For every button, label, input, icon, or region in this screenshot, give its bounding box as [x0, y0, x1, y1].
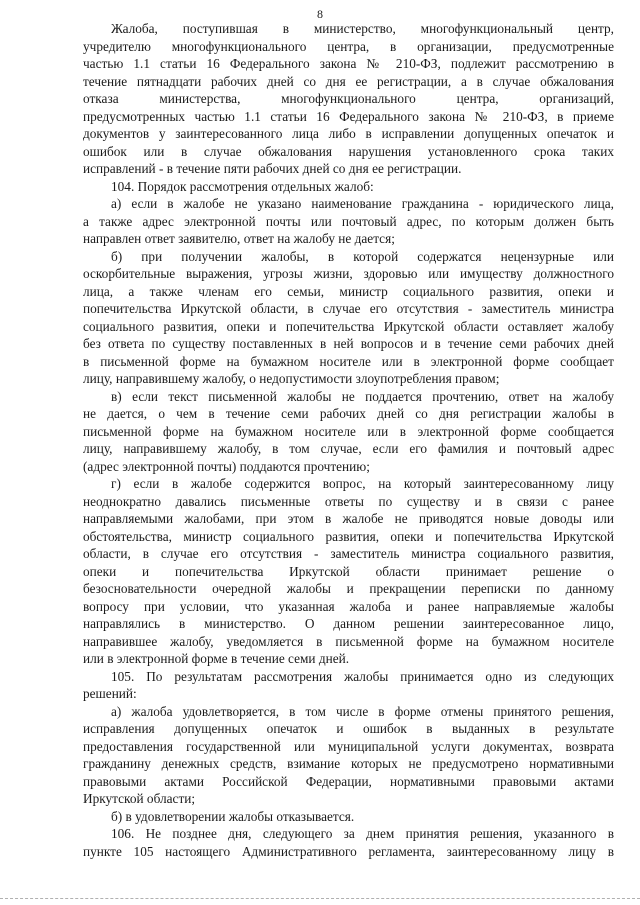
text-line: (адрес электронной почты) поддаются прочтению;: [83, 458, 370, 474]
text-line: области, в случае его отсутствия - заместитель министра социального развития,: [83, 546, 614, 561]
text-line: исправления допущенных опечаток и ошибок в выданных в результате: [83, 721, 614, 736]
text-line: без ответа по существу поставленных в ней вопросов и в течение семи рабочих дней: [83, 336, 614, 351]
text-line: оскорбительные выражения, угрозы жизни, здоровью или имуществу должностного: [83, 266, 614, 281]
text-line: а) жалоба удовлетворяется, в том числе в форме отмены принятого решения,: [111, 703, 614, 719]
text-line: Иркутской области;: [83, 791, 196, 806]
text-line: предоставления государственной или муниципальной услуги документах, возврата: [83, 738, 614, 754]
text-line: лицу, направившему жалобу, в том случае, если его фамилия и почтовый адрес: [83, 441, 614, 456]
text-line: 104. Порядок рассмотрения отдельных жалоб:: [111, 178, 374, 194]
text-line: частью 1.1 статьи 16 Федерального закона № 210-ФЗ, подлежит рассмотрению в: [83, 56, 614, 71]
text-line: или в электронной форме в течение семи дней.: [83, 651, 350, 666]
text-line: направлен ответ заявителю, ответ на жалобу не дается;: [83, 231, 395, 246]
text-line: обстоятельства, министр социального развития, опеки и попечительства Иркутской: [83, 528, 614, 544]
document-text: [83, 20, 614, 860]
text-line: не дается, о чем в течение семи рабочих дней со дня регистрации жалобы в: [83, 406, 614, 421]
text-line: направляемыми жалобами, при этом в жалобе не приводятся новые доводы или: [83, 511, 614, 526]
text-line: социального развития, опеки и попечительства Иркутской области оставляет жалобу: [83, 318, 614, 334]
text-line: предусмотренных частью 1.1 статьи 16 Федерального закона № 210-ФЗ, в приеме: [83, 108, 614, 124]
text-line: б) в удовлетворении жалобы отказывается.: [111, 808, 355, 824]
text-line: документов у заинтересованного лица либо в исправлении допущенных опечаток и: [83, 126, 614, 141]
page-number: 8: [317, 7, 323, 21]
text-line: а также адрес электронной почты или почтовый адрес, по которым должен быть: [83, 213, 614, 229]
text-line: опеки и попечительства Иркутской области принимает решение о: [83, 563, 614, 579]
text-line: лицу, направившему жалобу, о недопустимости злоупотребления правом;: [83, 371, 500, 386]
text-line: 106. Не позднее дня, следующего за днем принятия решения, указанного в: [111, 826, 614, 841]
text-line: учредителю многофункционального центра, в организации, предусмотренные: [83, 38, 614, 54]
text-line: попечительства Иркутской области, в случае его отсутствия - заместитель министра: [83, 301, 614, 316]
text-line: г) если в жалобе содержится вопрос, на который заинтересованному лицу: [111, 476, 614, 491]
text-line: гражданину денежных средств, взимание которых не предусмотрено нормативными: [83, 756, 614, 771]
text-line: течение пятнадцати рабочих дней со дня ее регистрации, а в случае обжалования: [83, 73, 614, 89]
text-line: направлялись в министерство. О данном решении заинтересованное лицо,: [83, 616, 614, 631]
text-line: правовыми актами Российской Федерации, нормативными правовыми актами: [83, 773, 614, 789]
text-line: вопросу при условии, что указанная жалоба и ранее направляемые жалобы: [83, 598, 614, 614]
text-line: письменной форме на бумажном носителе или в электронной форме сообщается: [83, 423, 614, 439]
text-line: исправлений - в течение пяти рабочих дней со дня ее регистрации.: [83, 161, 462, 176]
text-line: неоднократно давались письменные ответы по существу и в связи с ранее: [83, 493, 614, 509]
text-line: Жалоба, поступившая в министерство, многофункциональный центр,: [111, 21, 614, 36]
text-line: в) если текст письменной жалобы не поддается прочтению, ответ на жалобу: [111, 388, 614, 404]
text-line: безосновательности очередной жалобы и прекращении переписки по данному: [83, 581, 614, 596]
text-line: б) при получении жалобы, в которой содержатся нецензурные или: [111, 248, 614, 264]
text-line: лица, а также членам его семьи, министр социального развития, опеки и: [83, 283, 614, 299]
text-line: ошибок или в случае обжалования нарушения установленного срока таких: [83, 143, 614, 159]
text-line: пункте 105 настоящего Административного регламента, заинтересованному лицу в: [83, 843, 614, 859]
text-line: решений:: [83, 686, 137, 701]
text-line: в письменной форме на бумажном носителе или в электронной форме сообщает: [83, 353, 614, 369]
text-line: а) если в жалобе не указано наименование гражданина - юридического лица,: [111, 196, 614, 211]
text-line: направившее жалобу, уведомляется в письменной форме на бумажном носителе: [83, 633, 614, 649]
text-line: 105. По результатам рассмотрения жалобы принимается одно из следующих: [111, 668, 614, 684]
text-line: отказа министерства, многофункционального центра, организаций,: [83, 91, 614, 106]
page-bottom-rule: [0, 898, 640, 899]
